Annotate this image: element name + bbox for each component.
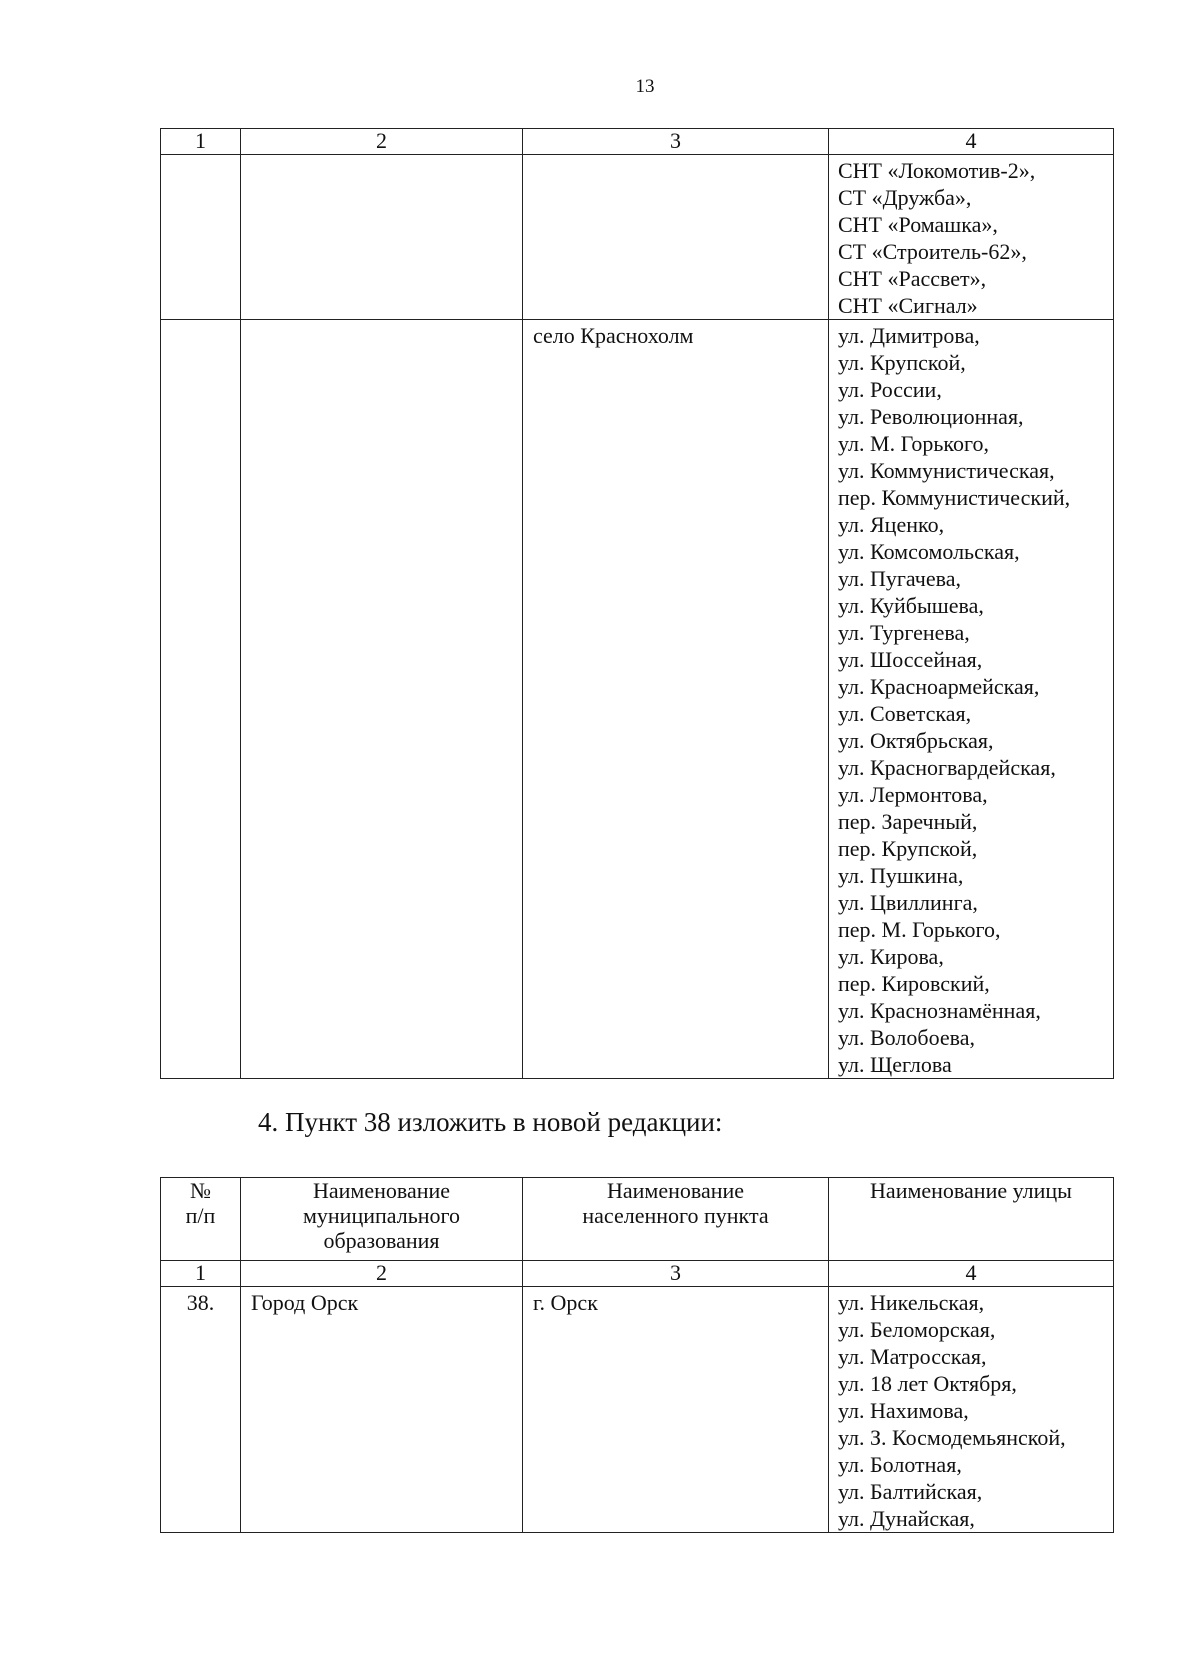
streets-table-continued <box>160 128 1114 1079</box>
list-item: ул. Куйбышева, <box>838 593 984 618</box>
header-settlement: Наименование населенного пункта <box>523 1178 829 1261</box>
header-street: Наименование улицы <box>829 1178 1114 1261</box>
list-item: ул. Яценко, <box>838 512 945 537</box>
list-item: СНТ «Рассвет», <box>838 266 987 291</box>
column-number-1: 1 <box>161 129 241 155</box>
list-item: ул. Пушкина, <box>838 863 964 888</box>
list-item: ул. Кирова, <box>838 944 944 969</box>
list-item: ул. Болотная, <box>838 1452 962 1477</box>
list-item: ул. Цвиллинга, <box>838 890 978 915</box>
streets-table-item-38 <box>160 1177 1114 1533</box>
list-item: пер. М. Горького, <box>838 917 1001 942</box>
list-item: ул. Димитрова, <box>838 323 980 348</box>
list-item: пер. Кировский, <box>838 971 990 996</box>
column-number-row <box>161 1261 1114 1287</box>
list-item: ул. Щеглова <box>838 1052 952 1077</box>
street-list <box>829 1287 1114 1533</box>
table-header-row <box>161 1178 1114 1261</box>
column-number-2: 2 <box>241 129 523 155</box>
header-number: № п/п <box>161 1178 241 1261</box>
list-item: СНТ «Сигнал» <box>838 293 978 318</box>
list-item: ул. Шоссейная, <box>838 647 983 672</box>
list-item: ул. Красногвардейская, <box>838 755 1056 780</box>
list-item: ул. Дунайская, <box>838 1506 975 1531</box>
list-item: ул. З. Космодемьянской, <box>838 1425 1066 1450</box>
municipality-name: Город Орск <box>241 1287 523 1533</box>
list-item: ул. Революционная, <box>838 404 1024 429</box>
table-row <box>161 320 1114 1079</box>
list-item: СНТ «Ромашка», <box>838 212 998 237</box>
column-number-4: 4 <box>829 129 1114 155</box>
list-item: ул. Беломорская, <box>838 1317 996 1342</box>
list-item: ул. Никельская, <box>838 1290 985 1315</box>
list-item: ул. Матросская, <box>838 1344 987 1369</box>
list-item: СТ «Строитель-62», <box>838 239 1027 264</box>
street-list <box>829 320 1114 1079</box>
column-number-3: 3 <box>523 129 829 155</box>
column-number-3: 3 <box>523 1261 829 1287</box>
list-item: ул. М. Горького, <box>838 431 989 456</box>
list-item: ул. Нахимова, <box>838 1398 969 1423</box>
list-item: ул. Крупской, <box>838 350 966 375</box>
list-item: ул. Октябрьская, <box>838 728 994 753</box>
list-item: ул. Балтийская, <box>838 1479 983 1504</box>
column-number-1: 1 <box>161 1261 241 1287</box>
list-item: ул. 18 лет Октября, <box>838 1371 1017 1396</box>
list-item: ул. Пугачева, <box>838 566 961 591</box>
list-item: пер. Заречный, <box>838 809 978 834</box>
list-item: ул. Волобоева, <box>838 1025 975 1050</box>
row-number: 38. <box>161 1287 241 1533</box>
list-item: ул. Комсомольская, <box>838 539 1020 564</box>
list-item: СТ «Дружба», <box>838 185 972 210</box>
table-row <box>161 155 1114 320</box>
settlement-name: г. Орск <box>523 1287 829 1533</box>
list-item: СНТ «Локомотив-2», <box>838 158 1036 183</box>
list-item: ул. Краснознамённая, <box>838 998 1041 1023</box>
header-municipality: Наименование муниципального образования <box>241 1178 523 1261</box>
column-number-row <box>161 129 1114 155</box>
table-row <box>161 1287 1114 1533</box>
list-item: ул. Коммунистическая, <box>838 458 1055 483</box>
list-item: пер. Крупской, <box>838 836 978 861</box>
list-item: ул. Тургенева, <box>838 620 970 645</box>
list-item: ул. России, <box>838 377 942 402</box>
list-item: пер. Коммунистический, <box>838 485 1071 510</box>
column-number-4: 4 <box>829 1261 1114 1287</box>
list-item: ул. Красноармейская, <box>838 674 1040 699</box>
column-number-2: 2 <box>241 1261 523 1287</box>
section-heading: 4. Пункт 38 изложить в новой редакции: <box>258 1107 723 1137</box>
page-number: 13 <box>635 76 655 97</box>
settlement-name: село Краснохолм <box>523 320 829 1079</box>
list-item: ул. Советская, <box>838 701 972 726</box>
street-list <box>829 155 1114 320</box>
list-item: ул. Лермонтова, <box>838 782 988 807</box>
